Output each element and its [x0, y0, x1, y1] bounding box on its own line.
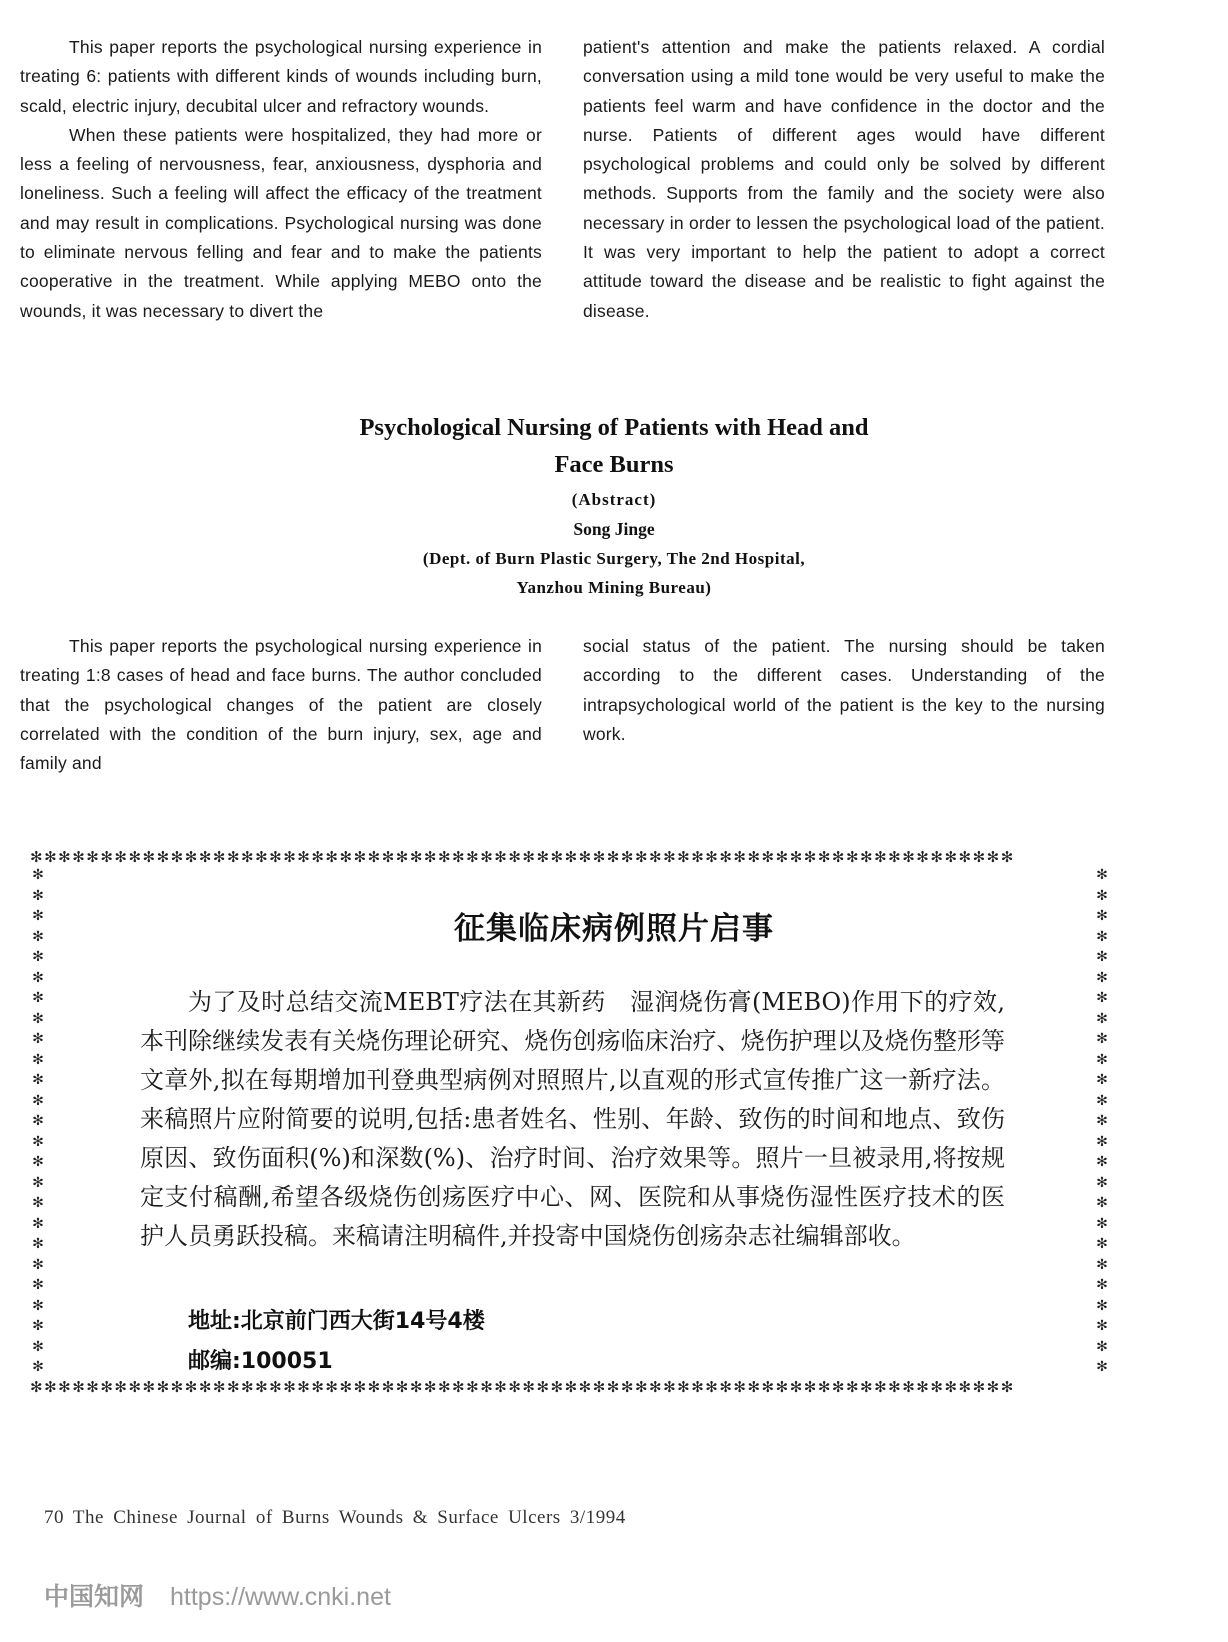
article-title-line-2: Face Burns [554, 451, 674, 478]
abstract2-paragraph-2: social status of the patient. The nursing should be taken according to the different cases. Understanding of the intrapsychological world of the patient is the key to the nursing work. [583, 636, 1105, 744]
star-border-right: ✻✻✻✻✻✻✻✻✻✻✻✻✻✻✻✻✻✻✻✻✻✻✻✻✻ [1096, 867, 1108, 1375]
watermark-brand: 中国知网 [44, 1583, 145, 1611]
abstract2-right-column [583, 632, 1105, 749]
abstract1-paragraph-2: When these patients were hospitalized, they had more or less a feeling of nervousness, fear, anxiousness, dysphoria and loneliness. Such a feeling will affect the efficacy of the treatment and may result in complications. Psychological nursing was done to eliminate nervous felling and fear and to make the patients cooperative in the treatment. While applying MEBO onto the wounds, it was necessary to divert the [20, 124, 542, 321]
notice-body [140, 983, 1005, 1256]
abstract2-paragraph-1: This paper reports the psychological nursing experience in treating 1:8 cases of head and face burns. The author concluded that the psychological changes of the patient are closely correlated with the condition of the burn injury, sex, age and family and [20, 636, 542, 774]
abstract1-paragraph-1: This paper reports the psychological nursing experience in treating 6: patients with different kinds of wounds including burn, scald, electric injury, decubital ulcer and refractory wounds. [20, 37, 542, 116]
star-border-top: ✻✻✻✻✻✻✻✻✻✻✻✻✻✻✻✻✻✻✻✻✻✻✻✻✻✻✻✻✻✻✻✻✻✻✻✻✻✻✻✻✻✻✻✻✻✻✻✻✻✻✻✻✻✻✻✻✻✻✻✻✻✻✻✻✻✻✻✻✻✻ [30, 848, 1015, 866]
author-name: Song Jinge [573, 519, 655, 539]
abstract2-left-column [20, 632, 542, 778]
star-border-bottom: ✻✻✻✻✻✻✻✻✻✻✻✻✻✻✻✻✻✻✻✻✻✻✻✻✻✻✻✻✻✻✻✻✻✻✻✻✻✻✻✻✻✻✻✻✻✻✻✻✻✻✻✻✻✻✻✻✻✻✻✻✻✻✻✻✻✻✻✻✻✻ [30, 1378, 1015, 1396]
abstract1-paragraph-3: patient's attention and make the patients relaxed. A cordial conversation using a mild tone would be very useful to make the patients feel warm and have confidence in the doctor and the nurse. Patients of different ages would have different psychological problems and could only be solved by different methods. Supports from the family and the society were also necessary in order to lessen the psychological load of the patient. It was very important to help the patient to adopt a correct attitude toward the disease and be realistic to fight against the disease. [583, 37, 1105, 321]
page-footer: 70 The Chinese Journal of Burns Wounds & Surface Ulcers 3/1994 [44, 1507, 626, 1528]
notice-address: 地址:北京前门西大街14号4楼 [188, 1309, 485, 1334]
affiliation-line-1: (Dept. of Burn Plastic Surgery, The 2nd Hospital, [422, 549, 806, 568]
affiliation-line-2: Yanzhou Mining Bureau) [516, 578, 712, 597]
watermark-url: https://www.cnki.net [170, 1583, 391, 1611]
abstract-label: (Abstract) [571, 490, 657, 509]
notice-paragraph: 为了及时总结交流MEBT疗法在其新药 湿润烧伤膏(MEBO)作用下的疗效,本刊除继续发表有关烧伤理论研究、烧伤创疡临床治疗、烧伤护理以及烧伤整形等文章外,拟在每期增加刊登典型病例对照照片,以直观的形式宣传推广这一新疗法。来稿照片应附简要的说明,包括:患者姓名、性别、年龄、致伤的时间和地点、致伤原因、致伤面积(%)和深数(%)、治疗时间、治疗效果等。照片一旦被录用,将按规定支付稿酬,希望各级烧伤创疡医疗中心、网、医院和从事烧伤湿性医疗技术的医护人员勇跃投稿。来稿请注明稿件,并投寄中国烧伤创疡杂志社编辑部收。 [140, 988, 1005, 1250]
article-title-line-1: Psychological Nursing of Patients with Head and [359, 414, 869, 441]
cnki-watermark [44, 1577, 391, 1613]
notice-title: 征集临床病例照片启事 [454, 911, 774, 947]
abstract1-left-column [20, 33, 542, 326]
star-border-left: ✻✻✻✻✻✻✻✻✻✻✻✻✻✻✻✻✻✻✻✻✻✻✻✻✻ [32, 867, 44, 1375]
abstract1-right-column [583, 33, 1105, 326]
notice-postcode: 邮编:100051 [188, 1349, 333, 1374]
